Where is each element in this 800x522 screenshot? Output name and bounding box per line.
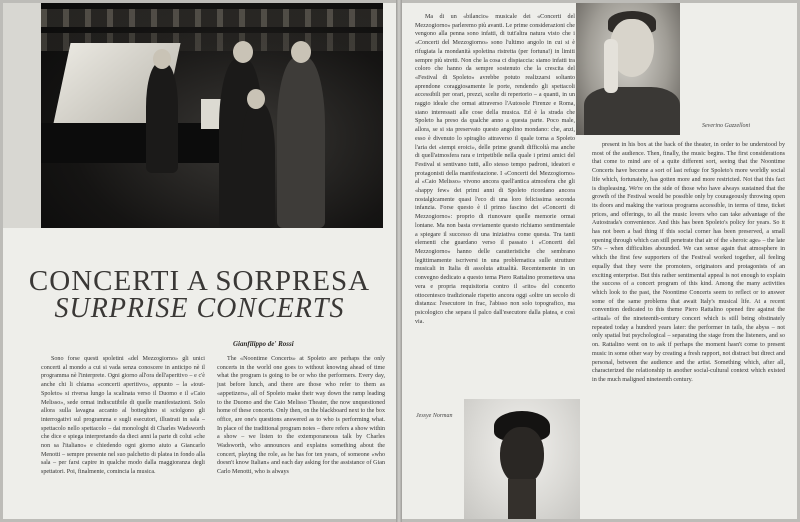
face xyxy=(500,427,544,485)
photo-caption: Severino Gazzelloni xyxy=(702,123,751,129)
musician-figure xyxy=(241,103,275,228)
musician-head xyxy=(153,49,171,69)
musician-figure xyxy=(146,63,178,173)
paragraph: The «Noontime Concerts» at Spoleto are perhaps the only concerts in the world one goes to without knowing ahead of time what the program is going to be or who the performers. Every day, just before lunch, and there are those who refer to them as «appetizers», all of Spoleto make their way down the ramp leading to the Duomo and the Caio Melisso Theater, the now unquestioned home of these concerts. Only then, on the blackboard next to the box office, are one's questions answered as to who is performing what. In place of the traditional program notes – there refers a show within a show – we listen to the extemporaneous talk by Charles Wadsworth, who announces and explains something about the concert, playing the role, as he has for ten years, of someone «who doesn't know Italian» and each day asking for the assistance of Gian Carlo Menotti, who is always xyxy=(217,356,385,476)
musician-figure xyxy=(277,57,325,228)
paragraph: present in his box at the back of the theater, in order to be understood by most of the audience. Then, finally, the music begins. The first considerations that come to mind are of a quite different sort, seeing that the Noontime Concerts have become a sort of last refuge for Spoleto's more worldly social life which, fortunately, has gotten more and more restricted. Not that this fact is displeasing. We're on the side of those who have always sustained that the growth of the Festival would be possible only by courageously throwing open its doors and making the various programs accessible, in terms of time, ticket prices, and offerings, to all the music lovers who can take advantage of the Autostrada's convenience. And this has been Spoleto's policy for years. So it has not been a bad thing if this social corner has been preserved, a small opening through which can still penetrate that air of the «heroic age» – the late 50's – when difficulties abounded. We can sense again that atmosphere in which the first few supporters of the Festival worked together, all feeling equally that they were the promoters, originators and protagonists of an exciting enterprise. But this rather sentimental appeal is not enough to explain the success of a concert program of this kind. Among the many activities which look to the past, the Noontime Concerts seem to reflect or to answer some of the same problems that await Italy's musical life. At a recent convention dedicated to this theme Piero Rattalino opened fire against the «ritual» of the nineteenth-century concert which is still being obstinately repeated today a hundred years later: the performer in tails, the abyss – not only spatial but psychological – separating the stage from the listeners, and so on. Rattalino went on to ask if perhaps the moment hasn't come to present music in some other way by creating a fresh rapport, not distract but direct and personal, between the audience and the artist. Something which, after all, characterized the relationship in another social-cultural context which existed in the much maligned nineteenth century. xyxy=(592,142,785,383)
portrait-norman xyxy=(464,399,580,519)
musician-head xyxy=(291,41,311,63)
text-column-english xyxy=(217,355,385,515)
left-page xyxy=(3,3,396,519)
piano-body xyxy=(41,123,241,163)
neck xyxy=(508,479,536,519)
portrait-gazzelloni xyxy=(576,3,680,135)
photo-margin xyxy=(3,3,41,228)
text-column-italian xyxy=(415,13,575,375)
coat xyxy=(584,87,680,135)
text-column-english xyxy=(592,141,785,515)
author-byline: Gianfilippo de' Rossi xyxy=(233,340,294,348)
article-title-english: SURPRISE CONCERTS xyxy=(54,293,345,324)
text-column-italian xyxy=(41,355,205,515)
musician-head xyxy=(233,41,253,63)
musician-head xyxy=(247,89,265,109)
paragraph: Ma di un «bilancio» musicale dei «Concerti del Mezzogiorno» parleremo più avanti. Le prime considerazioni che vengono alla penna sono infatti, di tutt'altra natura visto che i «Concerti del Mezzogiorno» sono l'ultimo angolo in cui si è rifugiata la mondanità spoletina ristretta (per fortuna!) in limiti sempre più stretti. Non che la cosa ci dispiaccia: siamo infatti tra coloro che hanno da sempre sostenuto che la crescita del «Festival di Spoleto» avrebbe potuto realizzarsi soltanto aprendone coraggiosamente le porte, rendendo gli spettacoli accessibili per orari, prezzi, scelte di repertorio – a quanti, in un raggio ideale che ormai attraverso l'Autosole Firenze e Roma, siano interessati alle cose della musica. Ed è la strada che Spoleto ha preso da qualche anno a questa parte. Poco male, allora, se si sta preservato questo angolino mondano: che, anzi, esso è divenuto lo spiraglio attraverso il quale torna a Spoleto l'aria dei «tempi eroici», delle prime grandi difficoltà ma anche di quell'atmosfera rara e irripetibile nella quale i primi amici del Festival si sentivano tutti, allo stesso tempo padroni, ideatori e protagonisti della manifestazione. I «Concerti del Mezzogiorno» al «Caio Melisso» vivono ancora quell'antica atmosfera che gli «happy few» dei primi anni di Spoleto ricordano ancora nostalgicamente quasi l'eco di una loro felicissima seconda infanzia. Forse questo è il primo fascino dei «Concerti di Mezzogiorno»: proprio di riunovare quelle memorie ormai lontane. Ma non basta ovviamente questo richiamo sentimentale a spiegare il successo di una iniziativa come questa. Tra tanti elementi che guardano verso il passato i «Concerti del Mezzogiorno» hanno delle caratteristiche che sembrano legittimamente iscriversi in una problematica sulle strutture musicali in Italia di assoluta attualità. Recentemente in un convegno dedicato a questo tema Piero Rattalino prometteva una vera e propria requisitoria contro il «rito» del concerto ottocentesco tradizionale rispetto ancora oggi «oltre un secolo di distanza: l'esecutore in frac, l'abisso non solo topografico, ma psicologico che separa il palco dall'esecutore dalla platea, e così via. xyxy=(415,14,575,325)
right-page xyxy=(402,3,797,519)
photo-caption: Jessye Norman xyxy=(416,413,453,419)
article-title-italian: CONCERTI A SORPRESA xyxy=(28,265,371,297)
stage-photo xyxy=(41,3,383,228)
flute xyxy=(604,39,618,93)
theater-balcony xyxy=(41,9,383,27)
paragraph: Sono forse questi spoletini «del Mezzogiorno» gli unici concerti al mondo a cui si vada senza conoscere in anticipo nè il programma nè l'interprete. Ogni giorno all'ora dell'aperitivo – e c'è anche chi li chiama «concerti aperitivo», appunto – la «tout-Spoleto» si riversa lungo la scalinata verso il Duomo e il «Caio Melisso», sede ormai indiscutibile di quelle manifestazioni. Solo allora sulla lavagna accanto al botteghino si sciolgono gli interrogativi sul programma e sugli esecutori, illustrati in sala – spettacolo nello spettacolo – dai monologhi di Charles Wadsworth che dice e spiega interpretando da dieci anni la parte di colui «che non sa l'italiano» e chiedendo ogni giorno aiuto a Giancarlo Menotti – sempre presente nel suo palchetto di platea in fondo alla sala – per farsi capire in qualche modo dalla maggioranza degli spettatori. Poi, finalmente, comincia la musica. xyxy=(41,356,205,476)
